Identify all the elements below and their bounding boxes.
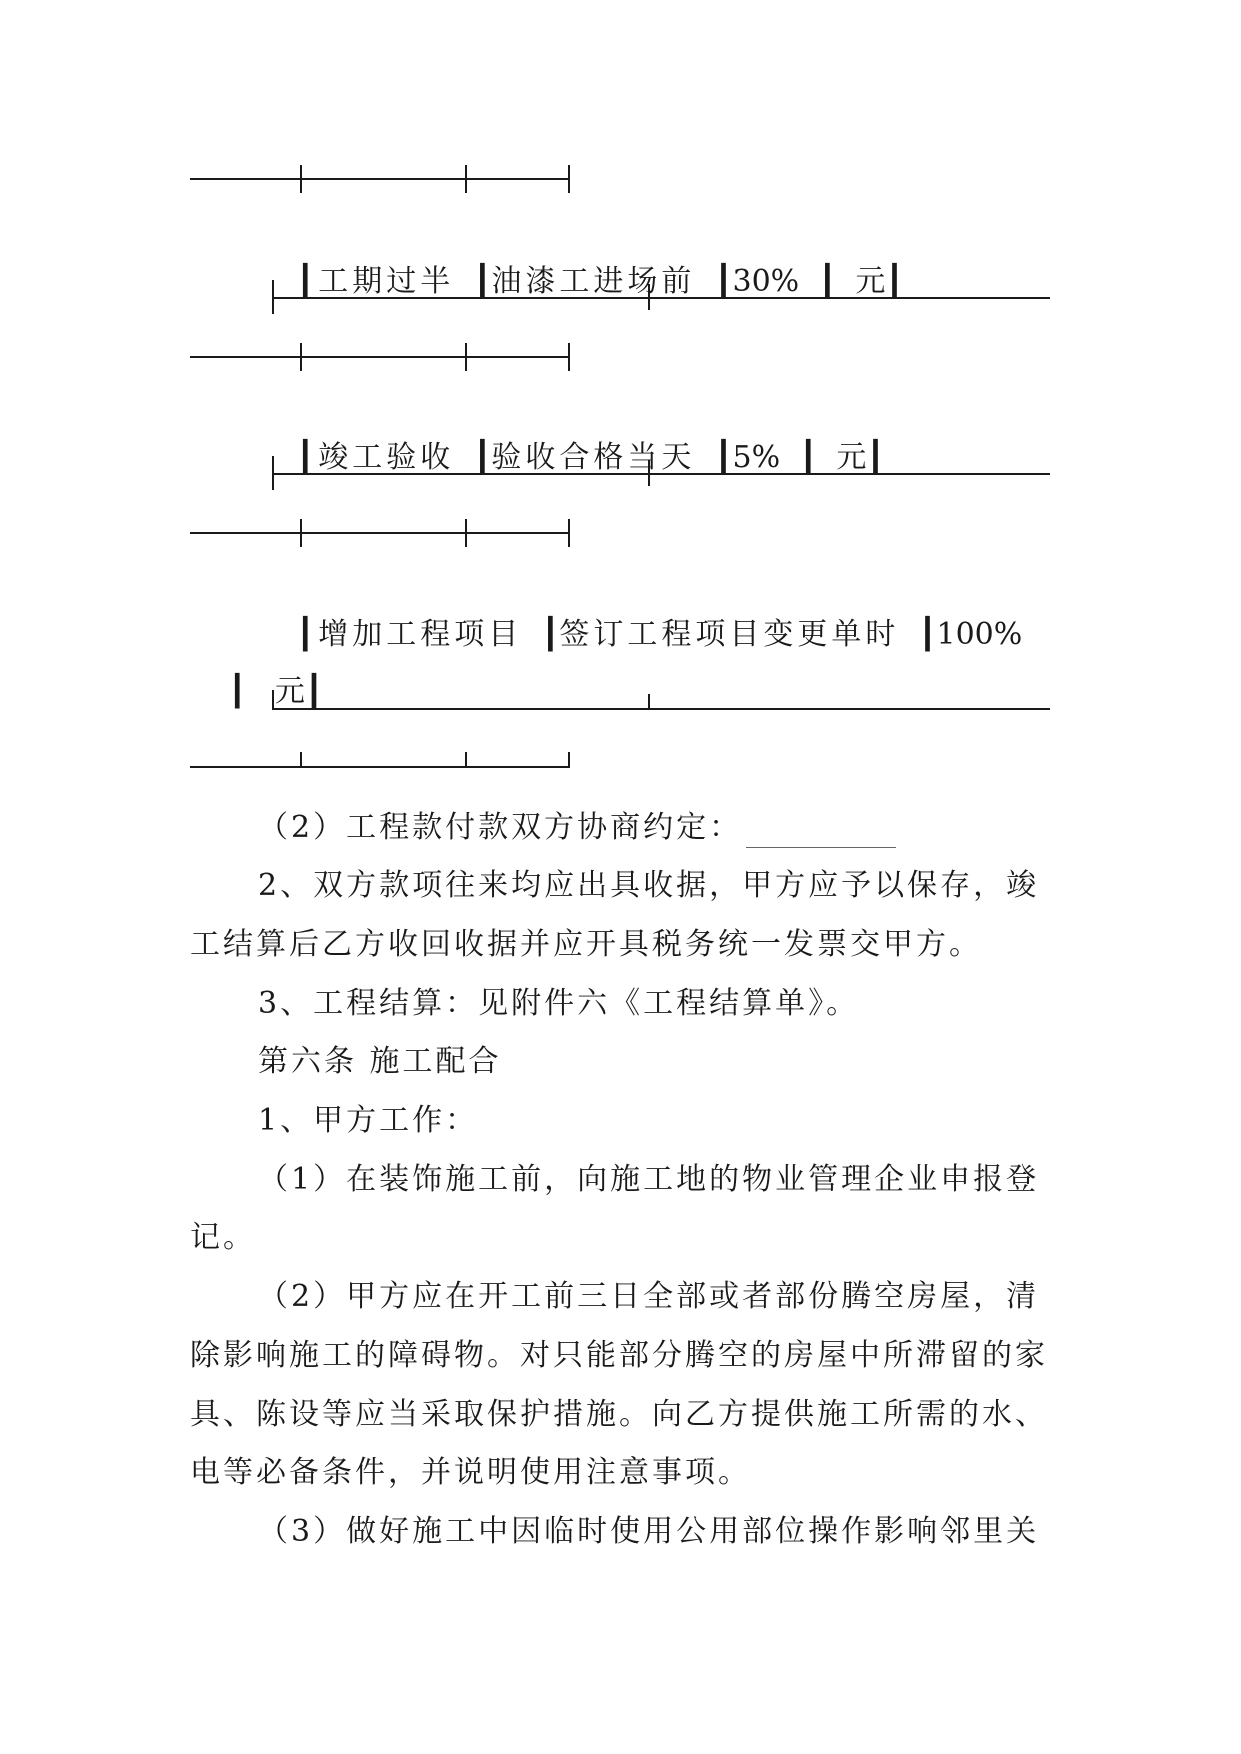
table-row (258, 398, 884, 518)
table-border: ┃ (304, 674, 323, 709)
paragraph-line: 工结算后乙方收回收据并应开具税务统一发票交甲方。 (190, 927, 982, 962)
paragraph-line: 1、甲方工作： (258, 1103, 479, 1138)
table-cell-timing: 油漆工进场前 (491, 264, 696, 299)
table-border: ┃ (454, 264, 492, 299)
payment-agreement-line (258, 808, 1118, 848)
table-divider (648, 694, 650, 710)
table-divider (568, 165, 570, 193)
table-divider (648, 460, 650, 486)
table-cell-amount: 元 (855, 264, 886, 299)
table-divider (272, 280, 274, 314)
table-cell-percent: 30% (732, 264, 800, 299)
table-rule (190, 766, 570, 768)
paragraph-line: （1）在装饰施工前，向施工地的物业管理企业申报登 (258, 1162, 1040, 1197)
paragraph-line: 3、工程结算：见附件六《工程结算单》。 (258, 986, 860, 1021)
table-row (258, 222, 903, 342)
table-divider (465, 519, 467, 547)
table-cell-percent: 100% (936, 617, 1023, 652)
table-rule (272, 297, 1050, 299)
paragraph-line: 具、陈设等应当采取保护措施。向乙方提供施工所需的水、 (190, 1397, 1048, 1432)
fill-in-blank[interactable] (746, 819, 896, 848)
table-cell-stage: 增加工程项目 (318, 617, 523, 652)
paragraph-line: 电等必备条件，并说明使用注意事项。 (190, 1455, 751, 1490)
table-border: ┃ (695, 264, 733, 299)
table-cell-amount: 元 (836, 440, 867, 475)
table-divider (272, 690, 274, 710)
paragraph-line: （3）做好施工中因临时使用公用部位操作影响邻里关 (258, 1514, 1040, 1549)
table-border: ┃ (885, 264, 904, 299)
table-divider (300, 343, 302, 371)
table-cell-timing: 签订工程项目变更单时 (559, 617, 900, 652)
table-rule (272, 473, 1050, 475)
table-border: ┃ (522, 617, 560, 652)
table-border: ┃ (454, 440, 492, 475)
table-divider (272, 456, 274, 490)
table-border: ┃ (695, 440, 733, 475)
table-border: ┃ (780, 440, 837, 475)
table-divider (465, 752, 467, 768)
section-heading: 第六条 施工配合 (258, 1044, 502, 1079)
paragraph-line: （2）甲方应在开工前三日全部或者部份腾空房屋，清 (258, 1279, 1040, 1314)
table-rule (272, 708, 1050, 710)
table-row (258, 575, 1022, 695)
paragraph-line: 2、双方款项往来均应出具收据，甲方应予以保存，竣 (258, 868, 1040, 903)
table-divider (465, 165, 467, 193)
table-divider (648, 284, 650, 310)
table-cell-timing: 验收合格当天 (491, 440, 696, 475)
table-rule (190, 532, 570, 534)
table-cell-stage: 竣工验收 (318, 440, 455, 475)
table-cell-percent: 5% (732, 440, 781, 475)
table-divider (568, 343, 570, 371)
table-border: ┃ (799, 264, 856, 299)
paragraph-text: （2）工程款付款双方协商约定： (258, 810, 743, 845)
table-rule (190, 356, 570, 358)
table-divider (465, 343, 467, 371)
table-border: ┃ (296, 617, 315, 652)
table-border: ┃ (899, 617, 937, 652)
table-cell-amount: 元 (274, 674, 305, 709)
paragraph-line: 记。 (190, 1220, 256, 1255)
table-rule (190, 178, 570, 180)
table-divider (300, 752, 302, 768)
table-divider (568, 519, 570, 547)
table-border: ┃ (866, 440, 885, 475)
table-divider (300, 165, 302, 193)
table-border: ┃ (296, 440, 315, 475)
table-border: ┃ (296, 264, 315, 299)
table-cell-stage: 工期过半 (318, 264, 455, 299)
table-divider (568, 752, 570, 768)
table-divider (300, 519, 302, 547)
table-row-continuation (190, 632, 323, 752)
table-border: ┃ (228, 674, 275, 709)
paragraph-line: 除影响施工的障碍物。对只能部分腾空的房屋中所滞留的家 (190, 1338, 1048, 1373)
